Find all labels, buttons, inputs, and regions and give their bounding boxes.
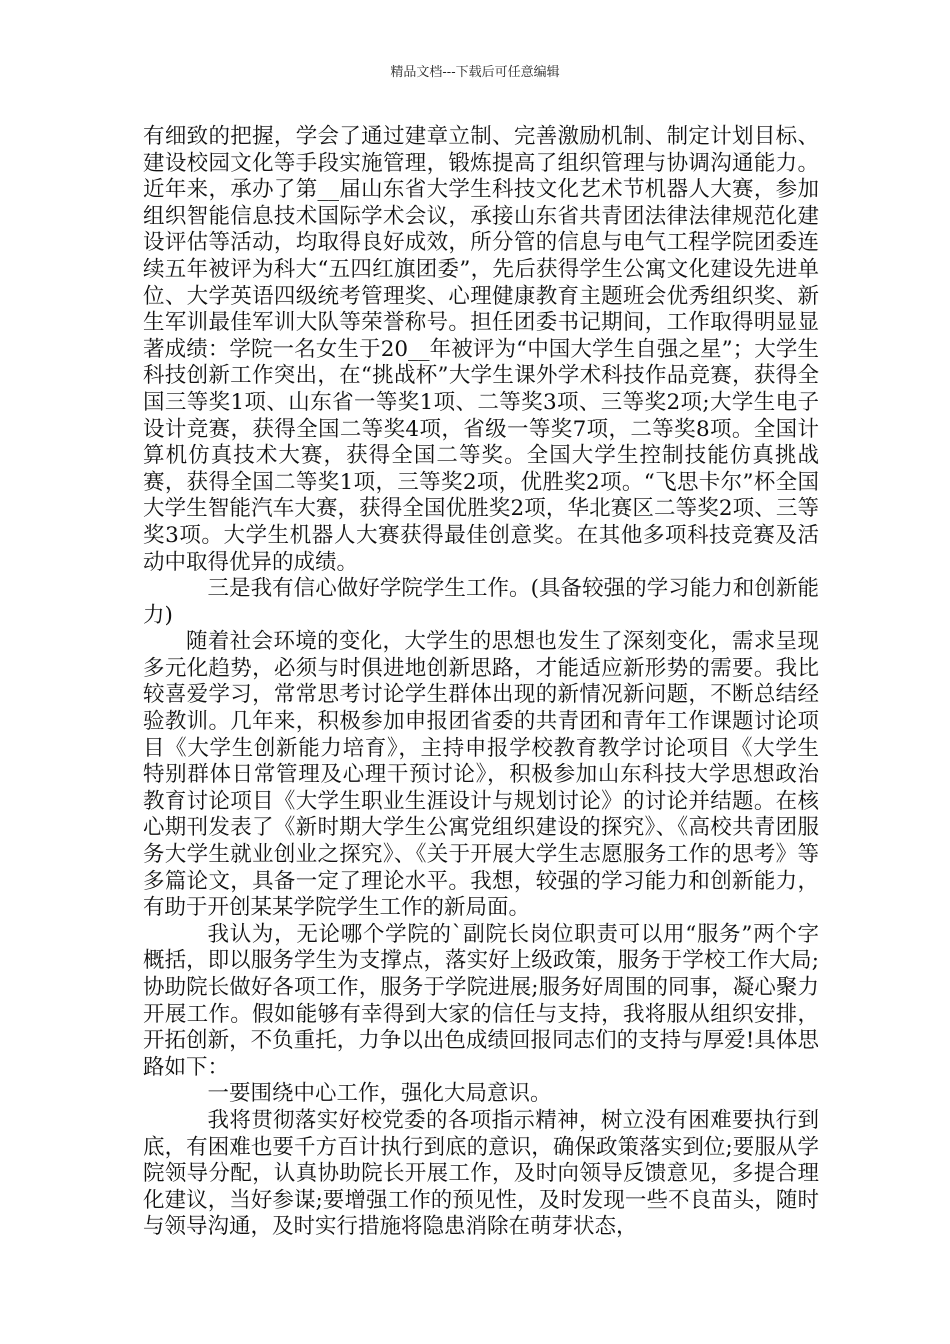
document-body bbox=[143, 124, 819, 1241]
paragraph-learning-ability: 随着社会环境的变化，大学生的思想也发生了深刻变化，需求呈现多元化趋势，必须与时俱进地创新思路，才能适应新形势的需要。我比较喜爱学习，常常思考讨论学生群体出现的新情况新问题，不断总结经验教训。几年来，积极参加申报团省委的共青团和青年工作课题讨论项目《大学生创新能力培育》，主持申报学校教育教学讨论项目《大学生特别群体日常管理及心理干预讨论》，积极参加山东科技大学思想政治教育讨论项目《大学生职业生涯设计与规划讨论》的讨论并结题。在核心期刊发表了《新时期大学生公寓党组织建设的探究》、《高校共青团服务大学生就业创业之探究》、《关于开展大学生志愿服务工作的思考》等多篇论文，具备一定了理论水平。我想，较强的学习能力和创新能力，有助于开创某某学院学生工作的新局面。 bbox=[143, 629, 819, 921]
paragraph-achievements: 有细致的把握，学会了通过建章立制、完善激励机制、制定计划目标、建设校园文化等手段实施管理，锻炼提高了组织管理与协调沟通能力。近年来，承办了第__届山东省大学生科技文化艺术节机器人大赛，参加组织智能信息技术国际学术会议，承接山东省共青团法律法律规范化建设评估等活动，均取得良好成效，所分管的信息与电气工程学院团委连续五年被评为科大“五四红旗团委”，先后获得学生公寓文化建设先进单位、大学英语四级统考管理奖、心理健康教育主题班会优秀组织奖、新生军训最佳军训大队等荣誉称号。担任团委书记期间，工作取得明显显著成绩：学院一名女生于20__年被评为“中国大学生自强之星”；大学生科技创新工作突出，在“挑战杯”大学生课外学术科技作品竞赛，获得全国三等奖1项、山东省一等奖1项、二等奖3项、三等奖2项;大学生电子设计竞赛，获得全国二等奖4项，省级一等奖7项，二等奖8项。全国计算机仿真技术大赛，获得全国二等奖。全国大学生控制技能仿真挑战赛，获得全国二等奖1项，三等奖2项，优胜奖2项。“飞思卡尔”杯全国大学生智能汽车大赛，获得全国优胜奖2项，华北赛区二等奖2项、三等奖3项。大学生机器人大赛获得最佳创意奖。在其他多项科技竞赛及活动中取得优异的成绩。 bbox=[143, 124, 819, 575]
paragraph-service-philosophy: 我认为，无论哪个学院的`副院长岗位职责可以用“服务”两个字概括，即以服务学生为支撑点，落实好上级政策，服务于学校工作大局;协助院长做好各项工作，服务于学院进展;服务好周围的同事，凝心聚力开展工作。假如能够有幸得到大家的信任与支持，我将服从组织安排，开拓创新，不负重托，力争以出色成绩回报同志们的支持与厚爱!具体思路如下： bbox=[143, 921, 819, 1080]
paragraph-implementation: 我将贯彻落实好校党委的各项指示精神，树立没有困难要执行到底，有困难也要千方百计执行到底的意识，确保政策落实到位;要服从学院领导分配，认真协助院长开展工作，及时向领导反馈意见，多提合理化建议，当好参谋;要增强工作的预见性，及时发现一些不良苗头，随时与领导沟通，及时实行措施将隐患消除在萌芽状态， bbox=[143, 1107, 819, 1240]
page-header: 精品文档---下载后可任意编辑 bbox=[390, 65, 560, 80]
paragraph-heading-three: 三是我有信心做好学院学生工作。(具备较强的学习能力和创新能力) bbox=[143, 576, 819, 628]
paragraph-heading-one: 一要围绕中心工作，强化大局意识。 bbox=[207, 1081, 552, 1107]
